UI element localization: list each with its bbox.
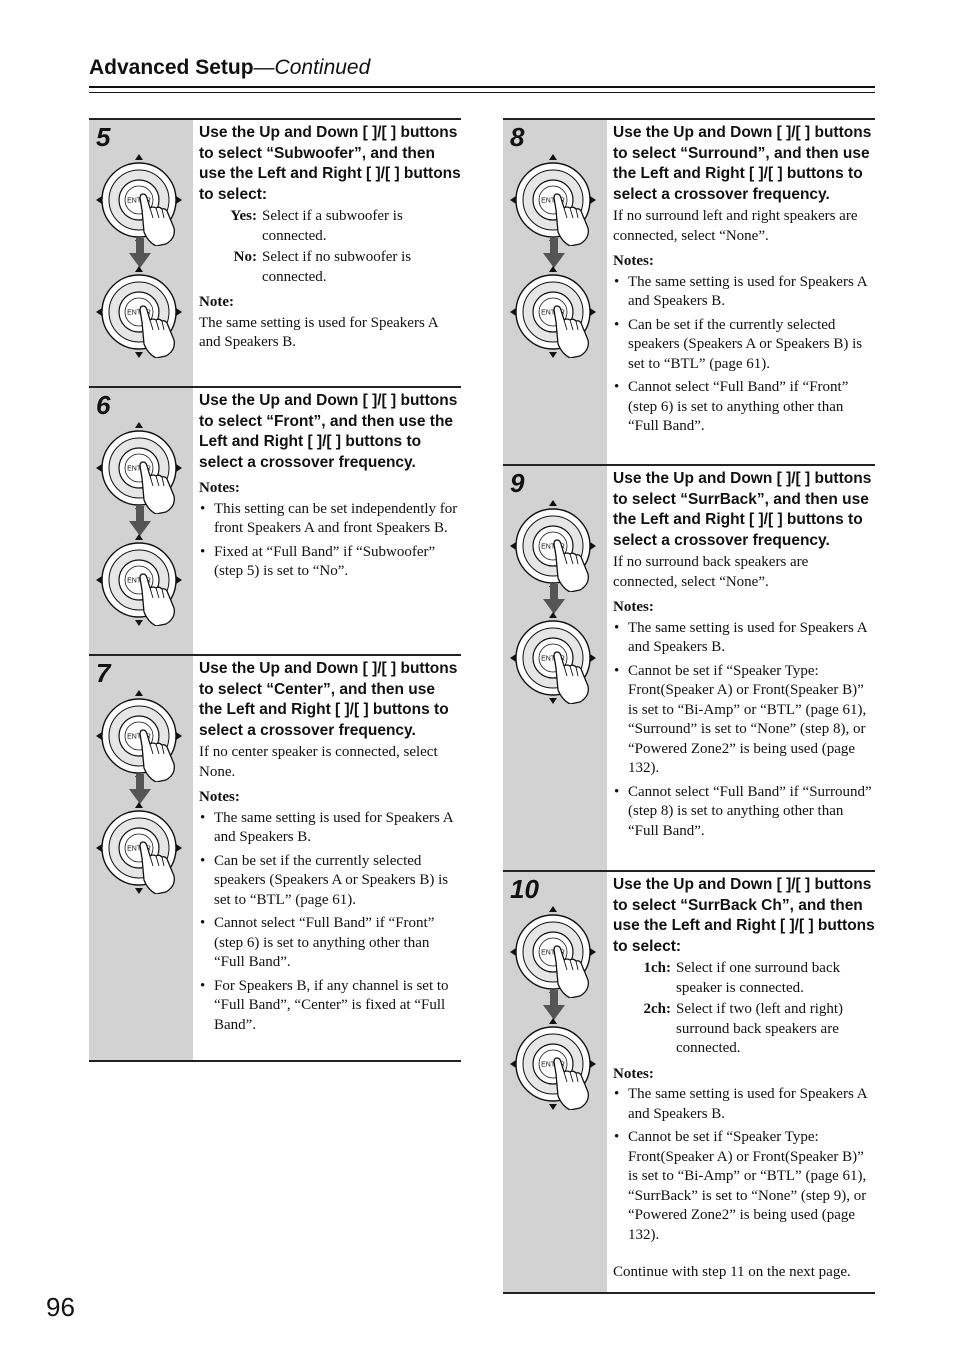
continue-text: Continue with step 11 on the next page. <box>613 1264 851 1280</box>
step-6 <box>89 388 461 656</box>
down-arrow-icon <box>543 990 565 1020</box>
notes-label: Notes: <box>613 599 654 615</box>
down-arrow-icon <box>543 584 565 614</box>
notes-label: Note: <box>199 294 234 310</box>
remote-updown-icon <box>510 500 602 592</box>
step-illustration <box>503 466 607 870</box>
section-title: Advanced Setup <box>89 56 254 79</box>
note-item: • Cannot select “Full Band” if “Front” (step 6) is set to anything other than “Full Band”. <box>613 378 875 437</box>
option-row <box>199 207 461 246</box>
step-number: 9 <box>510 468 525 498</box>
step-number: 7 <box>96 658 111 688</box>
option-key: No: <box>233 249 257 265</box>
step-5 <box>89 118 461 388</box>
note-item: • Cannot select “Full Band” if “Surround” (step 8) is set to anything other than “Full Band”. <box>613 783 875 842</box>
header-rule-thin <box>89 92 875 93</box>
step-instruction: Use the Up and Down [ ]/[ ] buttons to select “Front”, and then use the Left and Right [ ]/[ ] buttons to select a crossover frequency. <box>199 392 458 471</box>
down-arrow-icon <box>543 238 565 268</box>
step-instruction: Use the Up and Down [ ]/[ ] buttons to select “Center”, and then use the Left and Right [ ]/[ ] buttons to select a crossover frequency. <box>199 660 458 739</box>
step-number: 10 <box>510 874 539 904</box>
note-item: • Fixed at “Full Band” if “Subwoofer” (step 5) is set to “No”. <box>199 543 461 582</box>
note-item: • The same setting is used for Speakers A and Speakers B. <box>613 273 875 312</box>
note-item: • Can be set if the currently selected speakers (Speakers A or Speakers B) is set to “BTL” (page 61). <box>613 316 875 375</box>
step-number: 6 <box>96 390 111 420</box>
notes-list <box>613 273 875 437</box>
option-text: Select if no subwoofer is connected. <box>262 249 412 285</box>
step-instruction: Use the Up and Down [ ]/[ ] buttons to select “SurrBack”, and then use the Left and Right [ ]/[ ] buttons to select a crossover frequency. <box>613 470 872 549</box>
remote-leftright-icon <box>96 802 188 894</box>
option-text: Select if a subwoofer is connected. <box>262 208 403 244</box>
step-body <box>193 656 461 1060</box>
step-illustration <box>89 388 193 654</box>
remote-updown-icon <box>510 906 602 998</box>
note-item: • Cannot be set if “Speaker Type: Front(Speaker A) or Front(Speaker B)” is set to “Bi-Amp” or “BTL” (page 61), “SurrBack” is set to “None” (step 9), or “Powered Zone2” is being used (page 132). <box>613 1128 875 1245</box>
note-text: The same setting is used for Speakers A and Speakers B. <box>199 314 438 350</box>
option-key: 2ch: <box>643 1001 671 1017</box>
step-instruction: Use the Up and Down [ ]/[ ] buttons to select “SurrBack Ch”, and then use the Left and Right [ ]/[ ] buttons to select: <box>613 876 875 955</box>
option-key: Yes: <box>230 208 257 224</box>
step-8 <box>503 118 875 466</box>
step-text: If no surround left and right speakers are connected, select “None”. <box>613 208 858 244</box>
note-item: • The same setting is used for Speakers A and Speakers B. <box>199 809 461 848</box>
option-row <box>613 959 875 998</box>
page-header <box>89 56 875 80</box>
notes-label: Notes: <box>199 789 240 805</box>
remote-leftright-icon <box>510 266 602 358</box>
step-number: 5 <box>96 122 111 152</box>
note-item: • The same setting is used for Speakers A and Speakers B. <box>613 1085 875 1124</box>
down-arrow-icon <box>129 506 151 536</box>
notes-label: Notes: <box>613 1065 654 1082</box>
step-illustration <box>89 120 193 386</box>
note-item: • This setting can be set independently for front Speakers A and front Speakers B. <box>199 500 461 539</box>
down-arrow-icon <box>129 774 151 804</box>
option-text: Select if one surround back speaker is connected. <box>676 960 841 996</box>
option-key: 1ch: <box>643 960 671 976</box>
step-instruction: Use the Up and Down [ ]/[ ] buttons to select “Surround”, and then use the Left and Right [ ]/[ ] buttons to select a crossover frequency. <box>613 124 872 203</box>
step-body <box>607 120 875 464</box>
note-item: • The same setting is used for Speakers A and Speakers B. <box>613 619 875 658</box>
remote-updown-icon <box>96 154 188 246</box>
step-7 <box>89 656 461 1062</box>
step-text: If no center speaker is connected, select None. <box>199 744 438 780</box>
remote-leftright-icon <box>510 612 602 704</box>
step-illustration <box>503 120 607 464</box>
step-instruction: Use the Up and Down [ ]/[ ] buttons to select “Subwoofer”, and then use the Left and Right [ ]/[ ] buttons to select: <box>199 124 461 203</box>
step-body <box>193 388 461 654</box>
remote-leftright-icon <box>96 534 188 626</box>
step-text: If no surround back speakers are connected, select “None”. <box>613 554 809 590</box>
step-body <box>193 120 461 386</box>
notes-list <box>613 1085 875 1245</box>
step-body <box>607 872 875 1292</box>
down-arrow-icon <box>129 238 151 268</box>
option-text: Select if two (left and right) surround back speakers are connected. <box>676 1001 844 1056</box>
step-body <box>607 466 875 870</box>
remote-leftright-icon <box>510 1018 602 1110</box>
note-item: • Cannot select “Full Band” if “Front” (step 6) is set to anything other than “Full Band”. <box>199 914 461 973</box>
step-9 <box>503 466 875 872</box>
header-rule <box>89 86 875 88</box>
step-number: 8 <box>510 122 525 152</box>
step-illustration <box>503 872 607 1292</box>
notes-label: Notes: <box>199 480 240 496</box>
notes-list <box>199 809 461 1036</box>
remote-updown-icon <box>96 690 188 782</box>
note-item: • Cannot be set if “Speaker Type: Front(Speaker A) or Front(Speaker B)” is set to “Bi-Amp” or “BTL” (page 61), “Surround” is set to “None” (step 8), or “Powered Zone2” is being used (page 132). <box>613 662 875 779</box>
note-item: • For Speakers B, if any channel is set to “Full Band”, “Center” is fixed at “Full Band”. <box>199 977 461 1036</box>
option-row <box>199 248 461 287</box>
notes-label: Notes: <box>613 253 654 269</box>
notes-list <box>199 500 461 582</box>
step-illustration <box>89 656 193 1060</box>
continued-label: —Continued <box>253 56 371 79</box>
remote-updown-icon <box>96 422 188 514</box>
notes-list <box>613 619 875 842</box>
option-row <box>613 1000 875 1059</box>
remote-updown-icon <box>510 154 602 246</box>
page-number: 96 <box>46 1292 75 1322</box>
note-item: • Can be set if the currently selected speakers (Speakers A or Speakers B) is set to “BTL” (page 61). <box>199 852 461 911</box>
remote-leftright-icon <box>96 266 188 358</box>
step-10 <box>503 872 875 1294</box>
right-column <box>503 118 875 1294</box>
left-column <box>89 118 461 1062</box>
